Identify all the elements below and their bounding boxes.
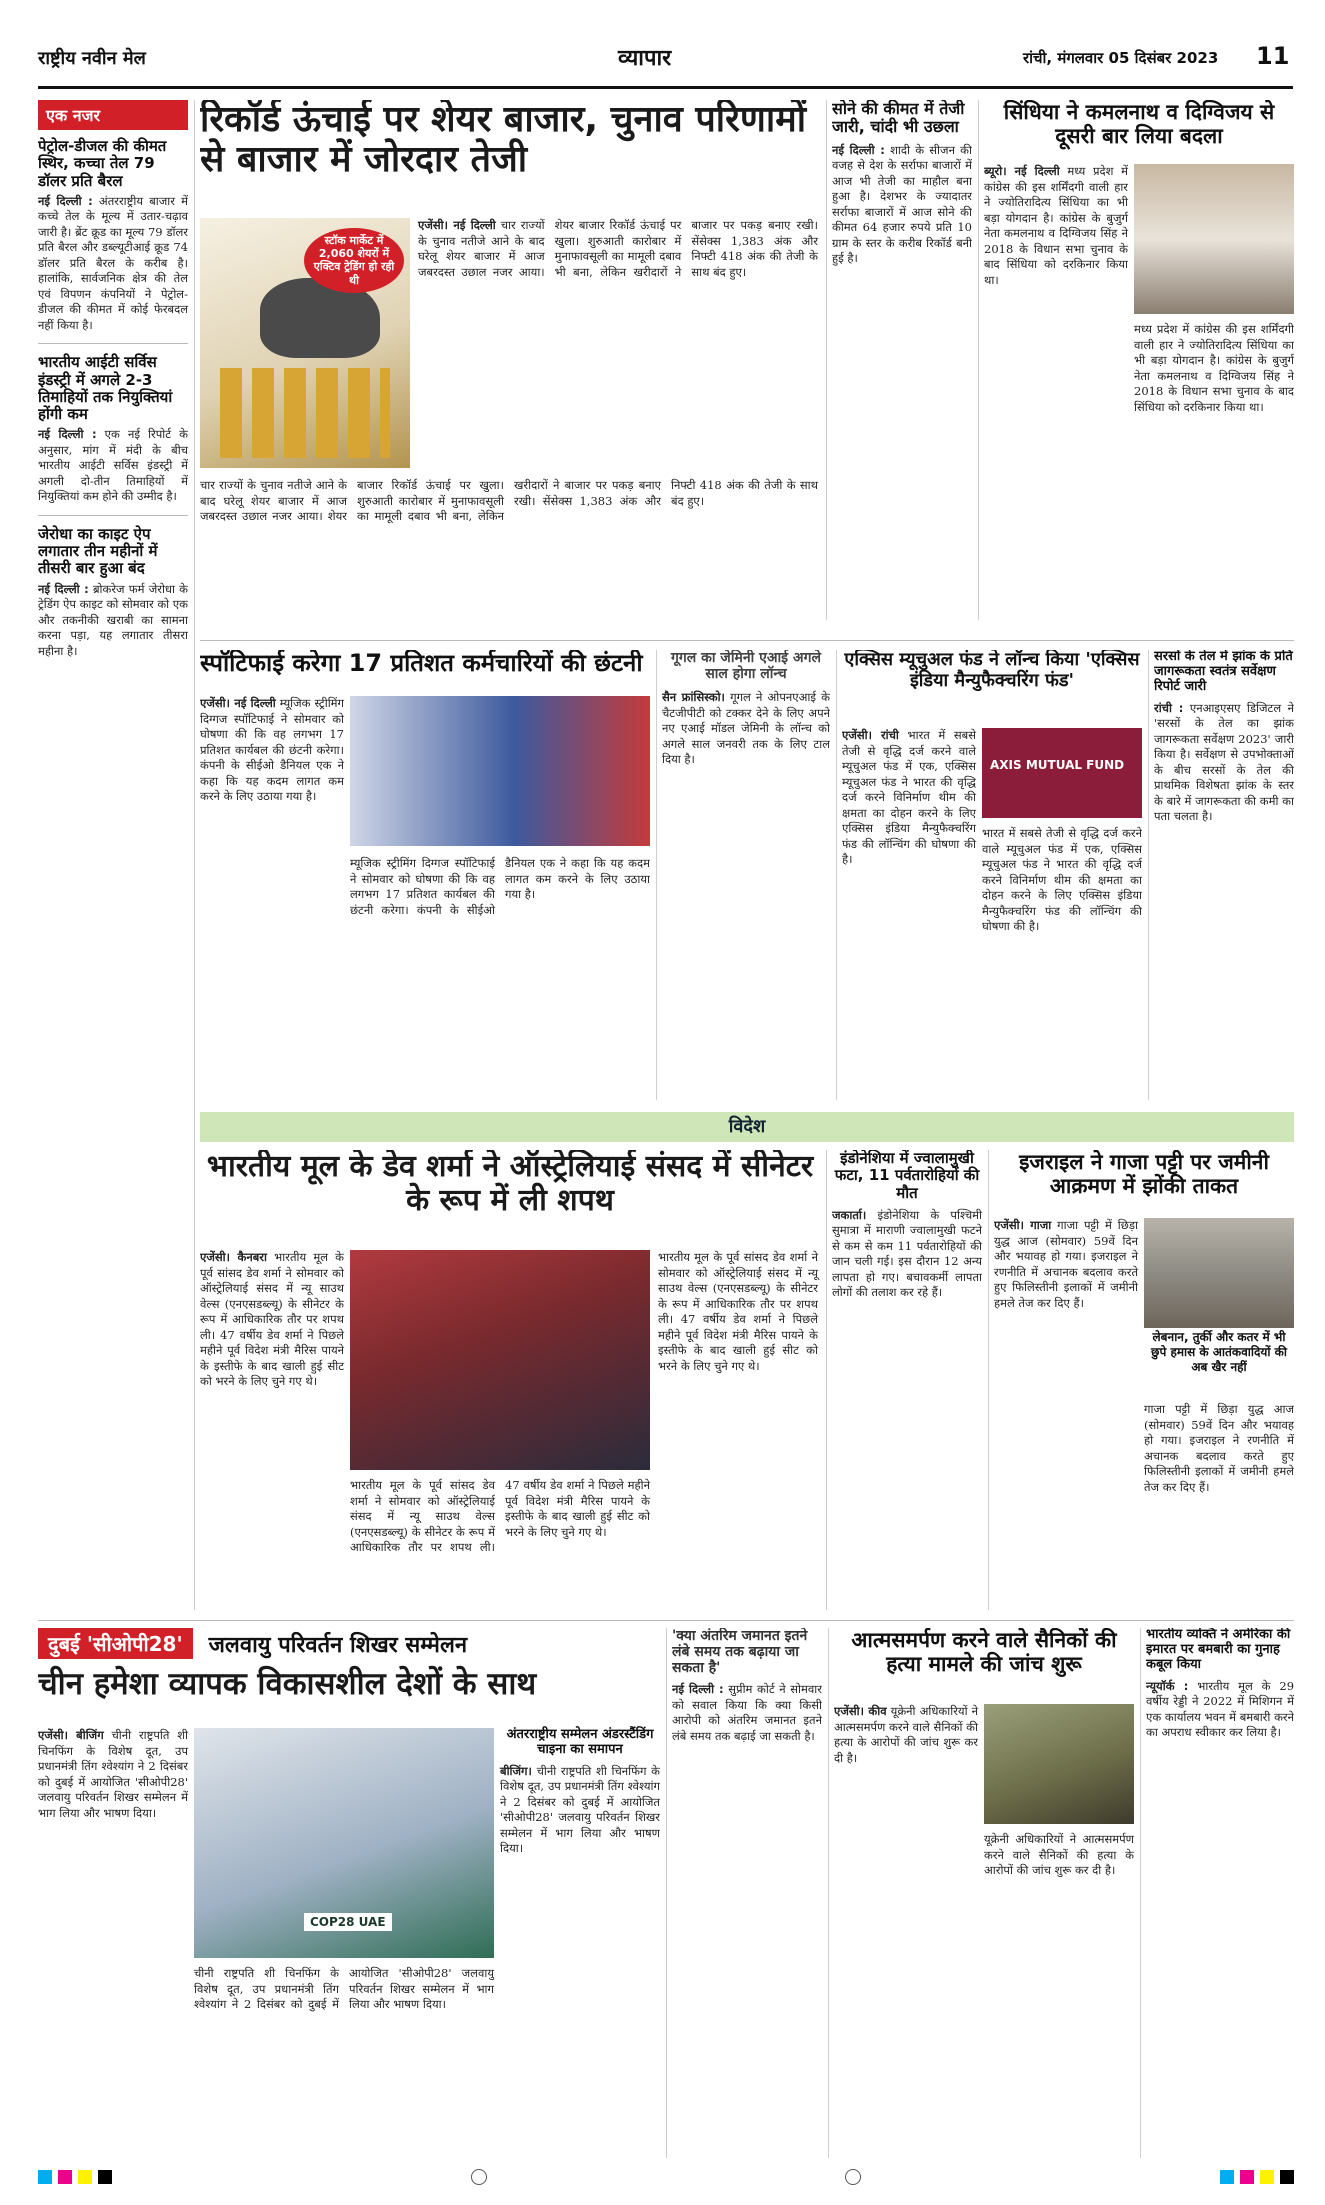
article-body-continued: चार राज्यों के चुनाव नतीजे आने के बाद घरेलू शेयर बाजार में आज जबरदस्त उछाल नजर आया। शेयर बाजार रिकॉर्ड ऊंचाई पर खुला। शुरुआती कारोबार में मुनाफावसूली का मामूली दबाव भी बना, लेकिन खरीदारों ने बाजार पर पकड़ बनाए रखी। सेंसेक्स 1,383 अंक और निफ्टी 418 अंक की तेजी के साथ बंद हुए। <box>200 478 818 524</box>
israel-headline: इजराइल ने गाजा पट्टी पर जमीनी आक्रमण में झोंकी ताकत <box>1019 1150 1269 1199</box>
indonesia-article <box>832 1150 982 1610</box>
cop28-article <box>38 1628 660 2158</box>
us-bomb-article <box>1146 1628 1294 2158</box>
sidebar-label: एक नजर <box>38 100 188 130</box>
politicians-photo <box>1134 164 1294 314</box>
layoff-illustration <box>350 696 650 846</box>
dateline: एजेंसी। रांची <box>842 728 899 742</box>
dateline: रांची : <box>1154 700 1184 715</box>
scindia-headline: सिंधिया ने कमलनाथ व दिग्विजय से दूसरी बार लिया बदला <box>1003 100 1275 149</box>
section-title: व्यापार <box>618 46 672 71</box>
dateline: एजेंसी। कीव <box>834 1704 887 1718</box>
image-caption: स्टॉक मार्केट में 2,060 शेयरों में एक्टिव ट्रेडिंग हो रही थी <box>304 228 404 293</box>
article-body-continued: भारतीय मूल के पूर्व सांसद डेव शर्मा ने सोमवार को ऑस्ट्रेलियाई संसद में न्यू साउथ वेल्स (एनएसडब्ल्यू) के सीनेटर के रूप में आधिकारिक तौर पर शपथ ली। 47 वर्षीय डेव शर्मा ने पिछले महीने पूर्व विदेश मंत्री मैरिस पायने के इस्तीफे के बाद खाली हुई सीट को भरने के लिए चुने गए थे। <box>658 1250 818 1373</box>
column-rule <box>656 650 657 1100</box>
article-body: सुप्रीम कोर्ट ने सोमवार को सवाल किया कि क्या किसी आरोपी को अंतरिम जमानत इतने लंबे समय तक बढ़ाई जा सकती है। <box>672 1682 822 1743</box>
article-body: मध्य प्रदेश में कांग्रेस की इस शर्मिंदगी वाली हार ने ज्योतिरादित्य सिंधिया का भी बड़ा योगदान है। कांग्रेस के बुजुर्ग नेता कमलनाथ व दिग्विजय सिंह ने 2018 के विधान सभा चुनाव के बाद सिंधिया को दरकिनार किया था। <box>984 164 1128 287</box>
masthead-rule <box>38 86 1293 89</box>
gaza-photo <box>1144 1218 1294 1328</box>
lead-headline: रिकॉर्ड ऊंचाई पर शेयर बाजार, चुनाव परिणामों से बाजार में जोरदार तेजी <box>200 100 807 181</box>
sidebar-item <box>38 138 188 333</box>
article-body-continued: म्यूजिक स्ट्रीमिंग दिग्गज स्पॉटिफाई ने सोमवार को घोषणा की कि वह लगभग 17 प्रतिशत कार्यबल की छंटनी करेगा। कंपनी के सीईओ डैनियल एक ने कहा कि यह कदम लागत कम करने के लिए उठाया गया है। <box>350 856 650 917</box>
sidebar-item <box>38 354 188 505</box>
gemini-article <box>662 650 830 1110</box>
lead-image <box>200 218 410 468</box>
dateline: नई दिल्ली : <box>38 427 97 442</box>
column-rule <box>826 1150 827 1610</box>
cop28-kicker-row <box>38 1628 660 1659</box>
article-body-continued: यूक्रेनी अधिकारियों ने आत्मसमर्पण करने वाले सैनिकों की हत्या के आरोपों की जांच शुरू कर दी है। <box>984 1832 1134 1878</box>
spotify-headline: स्पॉटिफाई करेगा 17 प्रतिशत कर्मचारियों की छंटनी <box>200 650 643 677</box>
parliament-photo <box>350 1250 650 1470</box>
divider <box>38 515 188 516</box>
interim-bail-headline: 'क्या अंतरिम जमानत इतने लंबे समय तक बढ़ाया जा सकता है' <box>672 1628 808 1677</box>
dateline: एजेंसी। गाजा <box>994 1218 1052 1232</box>
column-rule <box>988 1150 989 1610</box>
column-rule <box>1148 650 1149 1100</box>
divider <box>38 1620 1294 1621</box>
divider <box>38 343 188 344</box>
sidebar-item-title: जेरोधा का काइट ऐप लगातार तीन महीनों में तीसरी बार हुआ बंद <box>38 524 158 578</box>
sidebar-item-title: पेट्रोल-डीजल की कीमत स्थिर, कच्चा तेल 79 डॉलर प्रति बैरल <box>38 137 167 190</box>
dateline: जकार्ता। <box>832 1207 867 1222</box>
article-body: भारतीय मूल के 29 वर्षीय रेड्डी ने 2022 में मिशिगन में एक कार्यालय भवन में बमबारी करने का अपराध स्वीकार कर लिया है। <box>1146 1678 1294 1740</box>
dev-sharma-article <box>200 1150 820 1610</box>
dateline: एजेंसी। नई दिल्ली <box>418 218 496 232</box>
article-body: गाजा पट्टी में छिड़ा युद्ध आज (सोमवार) 59वें दिन और भयावह हो गया। इजराइल ने रणनीति में अचानक बदलाव करते हुए फिलिस्तीनी इलाकों में जमीनी हमले तेज कर दिए हैं। <box>994 1218 1138 1310</box>
image-caption: लेबनान, तुर्की और कतर में भी छुपे हमास के आतंकवादियों की अब खैर नहीं <box>1151 1330 1287 1374</box>
axis-logo-image <box>982 728 1142 818</box>
ukraine-article <box>834 1628 1134 2158</box>
article-body-continued: मध्य प्रदेश में कांग्रेस की इस शर्मिंदगी वाली हार ने ज्योतिरादित्य सिंधिया का भी बड़ा योगदान है। कांग्रेस के बुजुर्ग नेता कमलनाथ व दिग्विजय सिंह ने 2018 के विधान सभा चुनाव के बाद सिंधिया को दरकिनार किया था। <box>1134 322 1294 414</box>
article-body: अंतरराष्ट्रीय बाजार में कच्चे तेल के मूल्य में उतार-चढ़ाव जारी है। ब्रेंट क्रूड का मूल्य 79 डॉलर प्रति बैरल और डब्ल्यूटीआई क्रूड 74 डॉलर प्रति बैरल के करीब है। हालांकि, सार्वजनिक क्षेत्र की तेल एवं विपणन कंपनियों ने पेट्रोल-डीजल की कीमत में कोई फेरबदल नहीं किया है। <box>38 193 188 332</box>
column-rule <box>1140 1628 1141 2158</box>
sidebar <box>38 100 188 1610</box>
dateline: नई दिल्ली : <box>832 142 885 157</box>
article-body: गूगल ने ओपनएआई के चैटजीपीटी को टक्कर देने के लिए अपने नए एआई मॉडल जेमिनी के लॉन्च को अगले साल जनवरी तक के लिए टाल दिया है। <box>662 690 830 767</box>
dateline: न्यूयॉर्क : <box>1146 1678 1189 1693</box>
indonesia-headline: इंडोनेशिया में ज्वालामुखी फटा, 11 पर्वतारोहियों की मौत <box>834 1150 980 1202</box>
article-body: भारतीय मूल के पूर्व सांसद डेव शर्मा ने सोमवार को ऑस्ट्रेलियाई संसद में न्यू साउथ वेल्स (एनएसडब्ल्यू) के सीनेटर के रूप में आधिकारिक तौर पर शपथ ली। 47 वर्षीय डेव शर्मा ने पिछले महीने पूर्व विदेश मंत्री मैरिस पायने के इस्तीफे के बाद खाली हुई सीट को भरने के लिए चुने गए थे। <box>200 1250 344 1389</box>
article-body: यूक्रेनी अधिकारियों ने आत्मसमर्पण करने वाले सैनिकों की हत्या के आरोपों की जांच शुरू कर दी है। <box>834 1704 978 1765</box>
soldiers-photo <box>984 1704 1134 1824</box>
article-body: एनआइएसए डिजिटल ने 'सरसों के तेल का झांक जागरूकता सर्वेक्षण 2023' जारी किया है। सर्वेक्षण से उपभोक्ताओं के बीच सरसों के तेल की प्राथमिक विशेषता झांक के स्तर के बारे में जागरूकता की कमी का पता चलता है। <box>1154 700 1294 824</box>
lead-article <box>200 100 820 640</box>
bar-chart-graphic <box>220 368 390 458</box>
axis-logo-text: AXIS MUTUAL FUND <box>990 758 1125 772</box>
article-body-continued: गाजा पट्टी में छिड़ा युद्ध आज (सोमवार) 59वें दिन और भयावह हो गया। इजराइल ने रणनीति में अचानक बदलाव करते हुए फिलिस्तीनी इलाकों में जमीनी हमले तेज कर दिए हैं। <box>1144 1402 1294 1494</box>
ukraine-headline: आत्मसमर्पण करने वाले सैनिकों की हत्या मामले की जांच शुरू <box>851 1628 1117 1677</box>
article-body: चार राज्यों के चुनाव नतीजे आने के बाद घरेलू शेयर बाजार में आज जबरदस्त उछाल नजर आया। शेयर बाजार रिकॉर्ड ऊंचाई पर खुला। शुरुआती कारोबार में मुनाफावसूली का मामूली दबाव भी बना, लेकिन खरीदारों ने बाजार पर पकड़ बनाए रखी। सेंसेक्स 1,383 अंक और निफ्टी 418 अंक की तेजी के साथ बंद हुए। <box>418 218 818 279</box>
spotify-article <box>200 650 650 1110</box>
interim-bail-article <box>672 1628 822 2158</box>
gold-headline: सोने की कीमत में तेजी जारी, चांदी भी उछला <box>832 100 965 137</box>
speaker-photo <box>194 1728 494 1958</box>
article-body: चीनी राष्ट्रपति शी चिनफिंग के विशेष दूत, उप प्रधानमंत्री तिंग श्वेश्यांग ने 2 दिसंबर को दुबई में आयोजित 'सीओपी28' जलवायु परिवर्तन शिखर सम्मेलन में भाग लिया और भाषण दिया। <box>38 1728 189 1820</box>
divider <box>200 640 1294 641</box>
article-body-continued: भारत में सबसे तेजी से वृद्धि दर्ज करने वाले म्यूचुअल फंड में एक, एक्सिस म्यूचुअल फंड ने भारत की वृद्धि दर्ज करने विनिर्माण थीम की क्षमता का दोहन करने के लिए एक्सिस इंडिया मैन्युफैक्चरिंग फंड की लॉन्चिंग की घोषणा की है। <box>982 826 1142 934</box>
column-rule <box>836 650 837 1100</box>
cop28-headline: चीन हमेशा व्यापक विकासशील देशों के साथ <box>38 1666 537 1702</box>
scindia-article <box>984 100 1294 640</box>
issue-date: रांची, मंगलवार 05 दिसंबर 2023 <box>1023 49 1219 67</box>
survey-article <box>1154 650 1294 1110</box>
gemini-headline: गूगल का जेमिनी एआई अगले साल होगा लॉन्च <box>671 650 821 683</box>
column-rule <box>826 100 827 620</box>
cop28-sub-headline: अंतरराष्ट्रीय सम्मेलन अंडरस्टैंडिंग चाइना का समापन <box>506 1727 654 1757</box>
axis-article <box>842 650 1142 1110</box>
column-rule <box>194 100 195 1610</box>
dateline: एजेंसी। बीजिंग <box>38 1728 104 1742</box>
cop28-kicker: दुबई 'सीओपी28' <box>38 1628 193 1659</box>
survey-headline: सरसों के तेल में झांक के प्रति जागरूकता स्वतंत्र सर्वेक्षण रिपोर्ट जारी <box>1154 650 1293 694</box>
cop28-sub-box <box>500 1728 660 2148</box>
article-body-continued: चीनी राष्ट्रपति शी चिनफिंग के विशेष दूत, उप प्रधानमंत्री तिंग श्वेश्यांग ने 2 दिसंबर को दुबई में आयोजित 'सीओपी28' जलवायु परिवर्तन शिखर सम्मेलन में भाग लिया और भाषण दिया। <box>194 1966 494 2012</box>
column-rule <box>828 1628 829 2158</box>
article-body: म्यूजिक स्ट्रीमिंग दिग्गज स्पॉटिफाई ने सोमवार को घोषणा की कि वह लगभग 17 प्रतिशत कार्यबल की छंटनी करेगा। कंपनी के सीईओ डैनियल एक ने कहा कि यह कदम लागत कम करने के लिए उठाया गया है। <box>200 696 345 804</box>
sidebar-item <box>38 526 188 659</box>
brand-logo: राष्ट्रीय नवीन मेल <box>38 48 146 69</box>
article-body: शादी के सीजन की वजह से देश के सर्राफा बाजारों में आज भी तेजी का माहौल बना हुआ है। देशभर के ज्यादातर सर्राफा बाजारों में आज सोने की कीमत 64 हजार रुपये प्रति 10 ग्राम के स्तर के करीब रिकॉर्ड बनी हुई है। <box>832 142 972 266</box>
masthead <box>38 38 1293 86</box>
us-bomb-headline: भारतीय व्यक्ति ने अमेरिका की इमारत पर बमबारी का गुनाह कबूल किया <box>1146 1628 1291 1672</box>
column-rule <box>666 1628 667 2158</box>
article-body: एक नई रिपोर्ट के अनुसार, मांग में मंदी के बीच भारतीय आईटी सर्विस इंडस्ट्री में अगली दो-तीन तिमाहियों में नियुक्तियां कम होने की उम्मीद है। <box>38 427 188 504</box>
dev-sharma-headline: भारतीय मूल के डेव शर्मा ने ऑस्ट्रेलियाई संसद में सीनेटर के रूप में ली शपथ <box>206 1150 814 1218</box>
dateline: नई दिल्ली : <box>38 581 89 596</box>
color-swatches <box>38 2170 112 2184</box>
page-number: 11 <box>1256 42 1290 70</box>
sidebar-item-title: भारतीय आईटी सर्विस इंडस्ट्री में अगले 2-3 तिमाहियों तक नियुक्तियां होंगी कम <box>38 353 173 424</box>
registration-mark-icon <box>845 2169 861 2185</box>
article-body: इंडोनेशिया के पश्चिमी सुमात्रा में माराणी ज्वालामुखी फटने से कम से कम 11 पर्वतारोहियों की जान चली गई। इस दौरान 12 अन्य लापता हो गए। बचावकर्मी लापता लोगों की तलाश कर रहे हैं। <box>832 1207 982 1300</box>
print-color-bar <box>38 2168 1294 2186</box>
article-body: चीनी राष्ट्रपति शी चिनफिंग के विशेष दूत, उप प्रधानमंत्री तिंग श्वेश्यांग ने 2 दिसंबर को दुबई में आयोजित 'सीओपी28' जलवायु परिवर्तन शिखर सम्मेलन में भाग लिया और भाषण दिया। <box>500 1763 660 1856</box>
article-body: भारत में सबसे तेजी से वृद्धि दर्ज करने वाले म्यूचुअल फंड में एक, एक्सिस म्यूचुअल फंड ने भारत की वृद्धि दर्ज करने विनिर्माण थीम की क्षमता का दोहन करने के लिए एक्सिस इंडिया मैन्युफैक्चरिंग फंड की लॉन्चिंग की घोषणा की है। <box>842 728 976 867</box>
dateline: बीजिंग। <box>500 1763 532 1778</box>
israel-article <box>994 1150 1294 1610</box>
cop28-logo: COP28 UAE <box>304 1913 392 1931</box>
dateline: एजेंसी। कैनबरा <box>200 1250 267 1264</box>
dateline: नई दिल्ली : <box>672 1682 724 1697</box>
dateline: नई दिल्ली : <box>38 193 93 208</box>
dateline: सैन फ्रांसिस्को। <box>662 690 725 705</box>
cop28-kicker-label: जलवायु परिवर्तन शिखर सम्मेलन <box>208 1632 468 1658</box>
dateline: एजेंसी। नई दिल्ली <box>200 696 276 710</box>
axis-headline: एक्सिस म्यूचुअल फंड ने लॉन्च किया 'एक्सिस इंडिया मैन्युफैक्चरिंग फंड' <box>844 650 1140 691</box>
registration-mark-icon <box>471 2169 487 2185</box>
column-rule <box>978 100 979 620</box>
section-bar: विदेश <box>200 1112 1294 1142</box>
article-body: ब्रोकरेज फर्म जेरोधा के ट्रेडिंग ऐप काइट को सोमवार को एक और तकनीकी खराबी का सामना करना पड़ा, यह लगातार तीसरा महीना है। <box>38 581 188 658</box>
color-swatches <box>1220 2170 1294 2184</box>
article-body-continued: भारतीय मूल के पूर्व सांसद डेव शर्मा ने सोमवार को ऑस्ट्रेलियाई संसद में न्यू साउथ वेल्स (एनएसडब्ल्यू) के सीनेटर के रूप में आधिकारिक तौर पर शपथ ली। 47 वर्षीय डेव शर्मा ने पिछले महीने पूर्व विदेश मंत्री मैरिस पायने के इस्तीफे के बाद खाली हुई सीट को भरने के लिए चुने गए थे। <box>350 1478 650 1555</box>
dateline: ब्यूरो। नई दिल्ली <box>984 164 1060 178</box>
gold-article <box>832 100 972 640</box>
